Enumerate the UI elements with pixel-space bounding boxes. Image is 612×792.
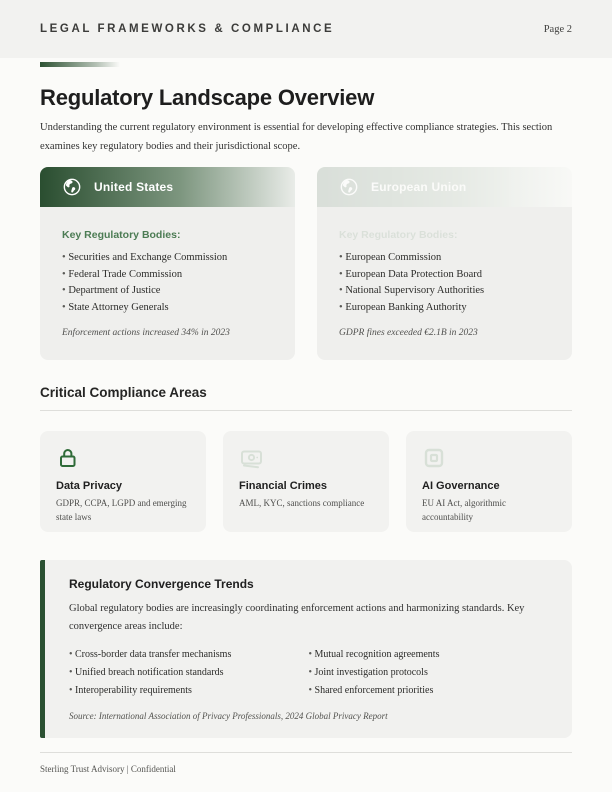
callout-title: Regulatory Convergence Trends [69, 577, 254, 591]
list-item: • European Data Protection Board [339, 267, 550, 284]
intro-paragraph: Understanding the current regulatory environment is essential for developing effective compliance strategies. This section examines key regulatory bodies and their jurisdictional scope. [40, 122, 553, 152]
jurisdiction-name: United States [94, 180, 174, 194]
area-title: Financial Crimes [239, 480, 328, 492]
list-item: • Shared enforcement priorities [309, 682, 549, 700]
bullet-column-right [309, 646, 549, 700]
regulatory-bodies-label: Key Regulatory Bodies: [62, 229, 181, 241]
page-title: Regulatory Landscape Overview [40, 85, 375, 110]
list-item: • Interoperability requirements [69, 682, 309, 700]
list-item: • National Supervisory Authorities [339, 283, 550, 300]
jurisdiction-card-european-union [317, 167, 572, 360]
source-citation: Source: International Association of Privacy Professionals, 2024 Global Privacy Report [69, 711, 388, 721]
list-item: • European Commission [339, 250, 550, 267]
jurisdiction-stat-note: GDPR fines exceeded €2.1B in 2023 [339, 328, 478, 338]
globe-icon [339, 177, 359, 197]
area-description: EU AI Act, algorithmic accountability [422, 498, 506, 522]
jurisdiction-card-row [40, 167, 572, 360]
convergence-trends-callout [40, 560, 572, 738]
jurisdiction-card-header [317, 167, 572, 207]
area-description: AML, KYC, sanctions compliance [239, 498, 365, 508]
jurisdiction-card-united-states [40, 167, 295, 360]
list-item: • European Banking Authority [339, 300, 550, 317]
jurisdiction-card-header [40, 167, 295, 207]
callout-body: Global regulatory bodies are increasingly coordinating enforcement actions and harmonizing standards. Key convergence areas include: [69, 603, 525, 632]
list-item: • Federal Trade Commission [62, 267, 273, 284]
area-card-financial-crimes [223, 431, 389, 532]
banknote-icon [239, 446, 373, 470]
area-title: Data Privacy [56, 480, 123, 492]
section-divider [40, 410, 572, 411]
list-item: • Department of Justice [62, 283, 273, 300]
list-item: • Joint investigation protocols [309, 664, 549, 682]
page-footer [40, 752, 572, 774]
area-card-data-privacy [40, 431, 206, 532]
page-header-band [0, 0, 612, 58]
accent-gradient-bar [40, 62, 120, 67]
list-item: • State Attorney Generals [62, 300, 273, 317]
bullet-column-left [69, 646, 309, 700]
compliance-area-card-row [40, 431, 572, 532]
area-card-ai-governance [406, 431, 572, 532]
document-title: LEGAL FRAMEWORKS & COMPLIANCE [40, 23, 335, 35]
lock-icon [56, 446, 190, 470]
area-description: GDPR, CCPA, LGPD and emerging state laws [56, 498, 187, 522]
jurisdiction-name: European Union [371, 180, 467, 194]
section-title-compliance-areas: Critical Compliance Areas [40, 385, 207, 400]
callout-bullet-columns [69, 646, 548, 700]
list-item: • Cross-border data transfer mechanisms [69, 646, 309, 664]
regulatory-bodies-label: Key Regulatory Bodies: [339, 229, 458, 241]
jurisdiction-card-body [317, 207, 572, 360]
list-item: • Mutual recognition agreements [309, 646, 549, 664]
chip-icon [422, 446, 556, 470]
jurisdiction-stat-note: Enforcement actions increased 34% in 2023 [62, 328, 230, 338]
list-item: • Unified breach notification standards [69, 664, 309, 682]
globe-icon [62, 177, 82, 197]
jurisdiction-card-body [40, 207, 295, 360]
page-number: Page 2 [543, 23, 572, 35]
area-title: AI Governance [422, 480, 500, 492]
footer-text: Sterling Trust Advisory | Confidential [40, 764, 176, 774]
list-item: • Securities and Exchange Commission [62, 250, 273, 267]
